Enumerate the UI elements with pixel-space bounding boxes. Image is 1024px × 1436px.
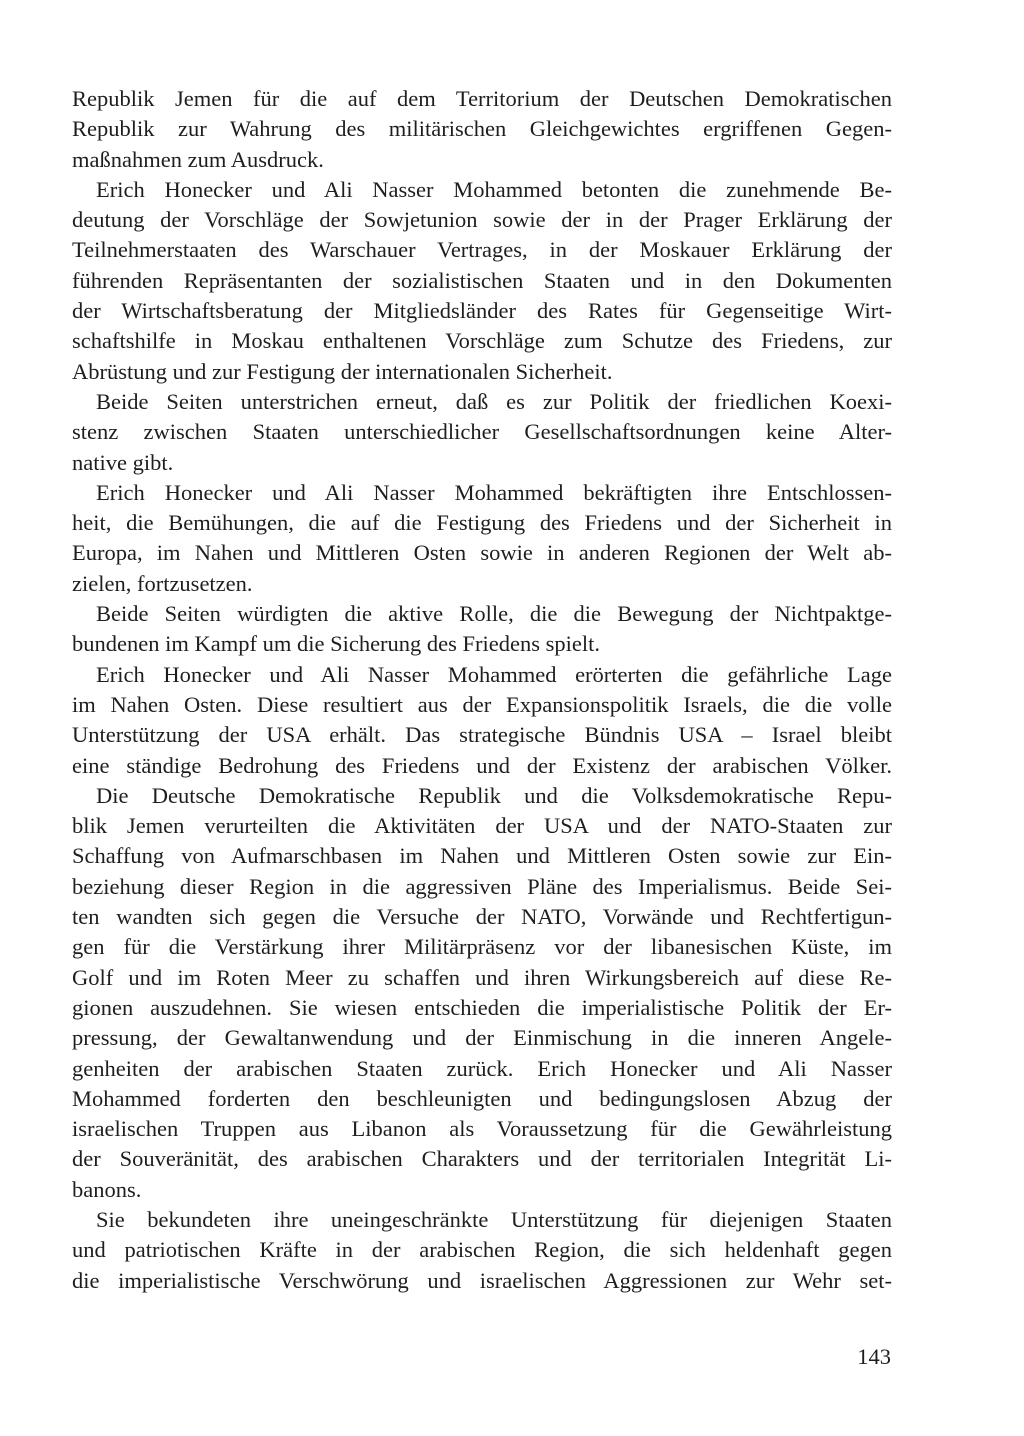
text-line: eine ständige Bedrohung des Friedens und der Existenz der arabischen Völker. xyxy=(72,752,892,778)
text-line: Erich Honecker und Ali Nasser Mohammed bekräftigten ihre Entschlossen- xyxy=(96,479,892,505)
text-line: banons. xyxy=(72,1176,142,1202)
text-line: bundenen im Kampf um die Sicherung des Friedens spielt. xyxy=(72,631,601,657)
text-line: Die Deutsche Demokratische Republik und die Volksdemokratische Repu- xyxy=(96,782,892,808)
text-line: Beide Seiten unterstrichen erneut, daß es zur Politik der friedlichen Koexi- xyxy=(96,388,892,414)
text-line: schaftshilfe in Moskau enthaltenen Vorschläge zum Schutze des Friedens, zur xyxy=(72,328,892,354)
text-line: gionen auszudehnen. Sie wiesen entschieden die imperialistische Politik der Er- xyxy=(72,994,892,1020)
text-line: stenz zwischen Staaten unterschiedlicher Gesellschaftsordnungen keine Alter- xyxy=(72,419,892,445)
text-line: Republik Jemen für die auf dem Territorium der Deutschen Demokratischen xyxy=(72,86,892,111)
body-text xyxy=(72,84,892,1296)
text-line: Golf und im Roten Meer zu schaffen und ihren Wirkungsbereich auf diese Re- xyxy=(72,964,892,990)
text-line: Erich Honecker und Ali Nasser Mohammed erörterten die gefährliche Lage xyxy=(96,661,892,687)
text-line: der Wirtschaftsberatung der Mitgliedsländer des Rates für Gegenseitige Wirt- xyxy=(72,298,892,324)
text-line: zielen, fortzusetzen. xyxy=(72,570,253,596)
text-line: Beide Seiten würdigten die aktive Rolle, die die Bewegung der Nichtpaktge- xyxy=(96,601,892,627)
text-line: beziehung dieser Region in die aggressiven Pläne des Imperialismus. Beide Sei- xyxy=(72,873,892,899)
page-number: 143 xyxy=(857,1344,891,1369)
text-line: Republik zur Wahrung des militärischen Gleichgewichtes ergriffenen Gegen- xyxy=(72,116,892,142)
text-line: pressung, der Gewaltanwendung und der Einmischung in die inneren Angele- xyxy=(72,1025,892,1051)
text-line: israelischen Truppen aus Libanon als Voraussetzung für die Gewährleistung xyxy=(72,1116,892,1142)
text-line: Mohammed forderten den beschleunigten und bedingungslosen Abzug der xyxy=(72,1085,892,1111)
text-line: der Souveränität, des arabischen Charakters und der territorialen Integrität Li- xyxy=(72,1146,892,1172)
text-line: Europa, im Nahen und Mittleren Osten sowie in anderen Regionen der Welt ab- xyxy=(72,540,892,566)
text-line: und patriotischen Kräfte in der arabischen Region, die sich heldenhaft gegen xyxy=(72,1237,892,1263)
text-line: Sie bekundeten ihre uneingeschränkte Unterstützung für diejenigen Staaten xyxy=(96,1206,892,1232)
text-line: Unterstützung der USA erhält. Das strategische Bündnis USA – Israel bleibt xyxy=(72,722,892,748)
text-line: genheiten der arabischen Staaten zurück. Erich Honecker und Ali Nasser xyxy=(72,1055,892,1081)
text-line: heit, die Bemühungen, die auf die Festigung des Friedens und der Sicherheit in xyxy=(72,510,892,536)
text-line: Erich Honecker und Ali Nasser Mohammed betonten die zunehmende Be- xyxy=(96,176,892,202)
text-line: maßnahmen zum Ausdruck. xyxy=(72,146,324,172)
text-line: native gibt. xyxy=(72,449,174,475)
text-line: deutung der Vorschläge der Sowjetunion sowie der in der Prager Erklärung der xyxy=(72,207,892,233)
text-line: im Nahen Osten. Diese resultiert aus der Expansionspolitik Israels, die die volle xyxy=(72,691,892,717)
text-line: gen für die Verstärkung ihrer Militärpräsenz vor der libanesischen Küste, im xyxy=(72,934,892,960)
text-line: Teilnehmerstaaten des Warschauer Vertrages, in der Moskauer Erklärung der xyxy=(72,237,892,263)
text-line: blik Jemen verurteilten die Aktivitäten der USA und der NATO-Staaten zur xyxy=(72,813,892,839)
text-line: die imperialistische Verschwörung und israelischen Aggressionen zur Wehr set- xyxy=(72,1267,892,1293)
text-line: ten wandten sich gegen die Versuche der NATO, Vorwände und Rechtfertigun- xyxy=(72,904,892,930)
text-line: führenden Repräsentanten der sozialistischen Staaten und in den Dokumenten xyxy=(72,267,892,293)
text-line: Abrüstung und zur Festigung der internationalen Sicherheit. xyxy=(72,358,613,384)
text-line: Schaffung von Aufmarschbasen im Nahen und Mittleren Osten sowie zur Ein- xyxy=(72,843,892,869)
